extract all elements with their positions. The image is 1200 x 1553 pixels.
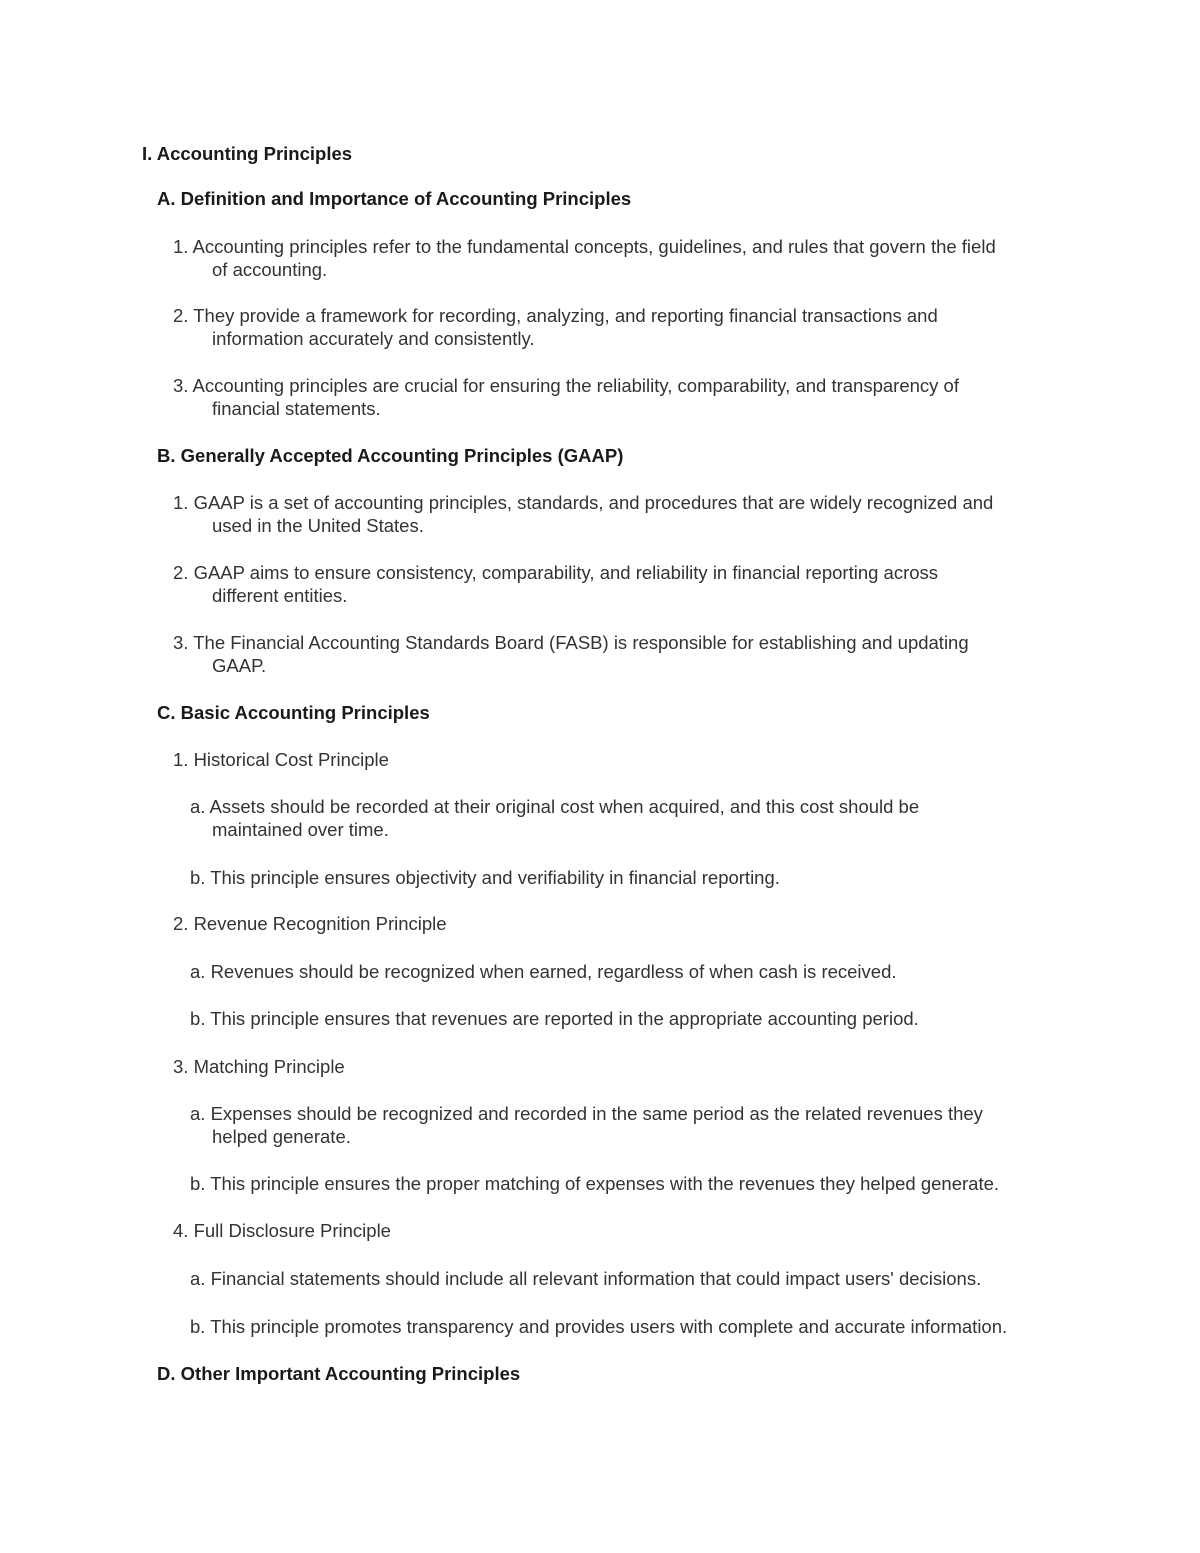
- section-d-heading: D. Other Important Accounting Principles: [157, 1363, 521, 1384]
- section-b-item-3-line-2: GAAP.: [212, 655, 267, 676]
- principle-3-title: 3. Matching Principle: [173, 1056, 345, 1077]
- section-a-item-1-line-1: 1. Accounting principles refer to the fundamental concepts, guidelines, and rules that govern the field: [173, 236, 996, 257]
- principle-2-point-b: b. This principle ensures that revenues are reported in the appropriate accounting period.: [190, 1008, 919, 1029]
- principle-3-point-b: b. This principle ensures the proper matching of expenses with the revenues they helped generate.: [190, 1173, 1000, 1194]
- principle-1-point-a-line-1: a. Assets should be recorded at their original cost when acquired, and this cost should be: [190, 796, 920, 817]
- section-a-item-3-line-1: 3. Accounting principles are crucial for ensuring the reliability, comparability, and transparency of: [173, 375, 959, 396]
- section-b-item-1-line-1: 1. GAAP is a set of accounting principles, standards, and procedures that are widely recognized and: [173, 492, 994, 513]
- principle-4-point-a: a. Financial statements should include all relevant information that could impact users' decisions.: [190, 1268, 982, 1289]
- section-a-item-3-line-2: financial statements.: [212, 398, 381, 419]
- principle-2-title: 2. Revenue Recognition Principle: [173, 913, 447, 934]
- section-b-item-3-line-1: 3. The Financial Accounting Standards Board (FASB) is responsible for establishing and updating: [173, 632, 969, 653]
- section-a-heading: A. Definition and Importance of Accounting Principles: [157, 188, 632, 209]
- section-c-heading: C. Basic Accounting Principles: [157, 702, 430, 723]
- section-b-item-2-line-2: different entities.: [212, 585, 348, 606]
- section-a-item-1-line-2: of accounting.: [212, 259, 328, 280]
- section-a-item-2-line-2: information accurately and consistently.: [212, 328, 535, 349]
- section-b-item-2-line-1: 2. GAAP aims to ensure consistency, comparability, and reliability in financial reporting across: [173, 562, 939, 583]
- principle-1-title: 1. Historical Cost Principle: [173, 749, 389, 770]
- principle-4-title: 4. Full Disclosure Principle: [173, 1220, 391, 1241]
- principle-3-point-a-line-2: helped generate.: [212, 1126, 351, 1147]
- principle-1-point-a-line-2: maintained over time.: [212, 819, 389, 840]
- principle-3-point-a-line-1: a. Expenses should be recognized and recorded in the same period as the related revenues they: [190, 1103, 983, 1124]
- principle-4-point-b: b. This principle promotes transparency and provides users with complete and accurate information.: [190, 1316, 1008, 1337]
- document-title: I. Accounting Principles: [142, 143, 353, 164]
- section-b-item-1-line-2: used in the United States.: [212, 515, 424, 536]
- principle-2-point-a: a. Revenues should be recognized when earned, regardless of when cash is received.: [190, 961, 897, 982]
- principle-1-point-b: b. This principle ensures objectivity and verifiability in financial reporting.: [190, 867, 780, 888]
- section-b-heading: B. Generally Accepted Accounting Principles (GAAP): [157, 445, 624, 466]
- section-a-item-2-line-1: 2. They provide a framework for recording, analyzing, and reporting financial transactions and: [173, 305, 938, 326]
